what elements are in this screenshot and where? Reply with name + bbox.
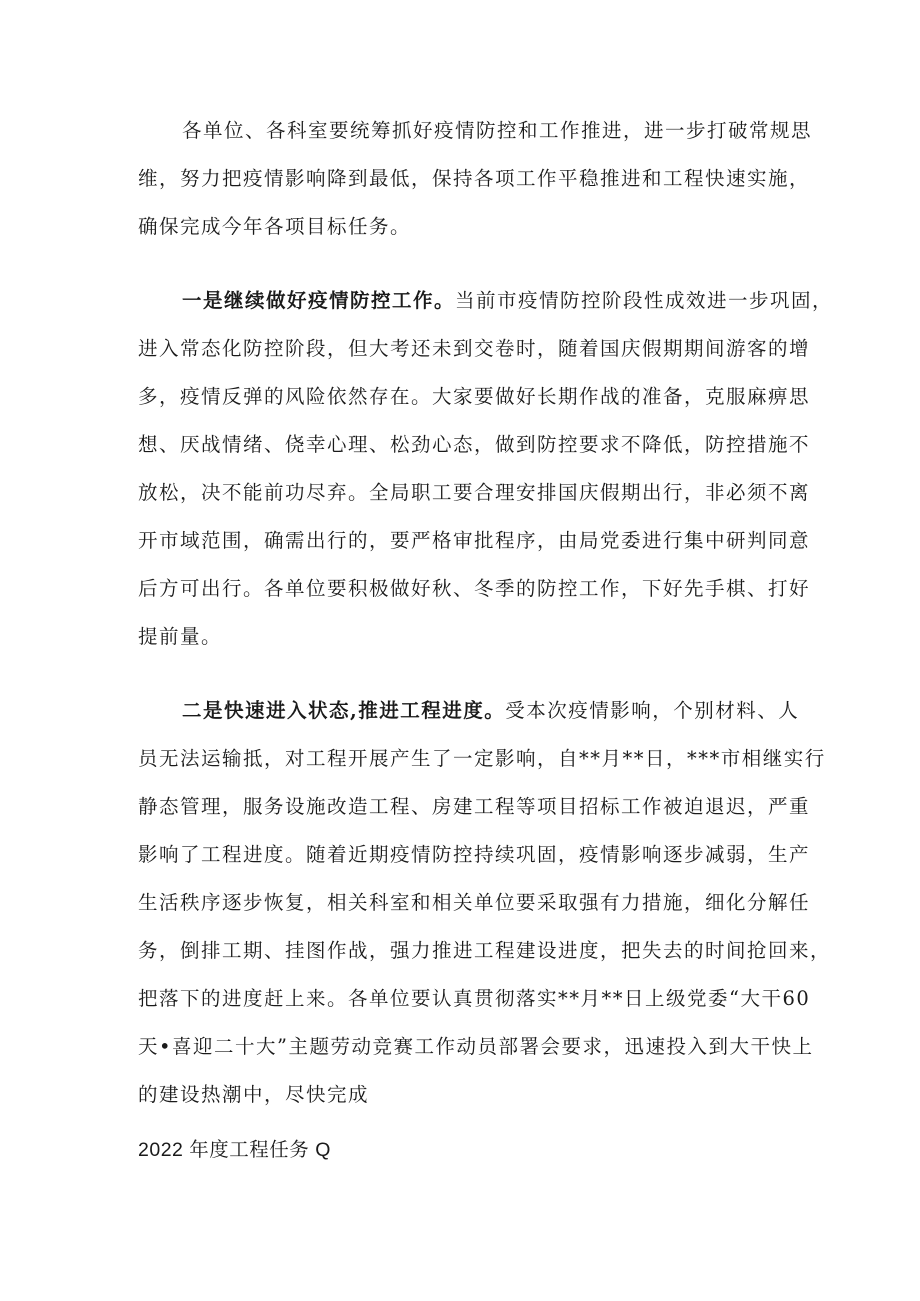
paragraph-line: 多，疫情反弹的风险依然存在。大家要做好长期作战的准备，克服麻痹思	[138, 385, 811, 408]
paragraph-first-line	[182, 696, 798, 726]
paragraph-line: 生活秩序逐步恢复，相关科室和相关单位要采取强有力措施，细化分解任	[138, 891, 811, 914]
paragraph-line: 提前量。	[138, 625, 223, 648]
paragraph-text: 当前市疫情防控阶段性成效进一步巩固，	[455, 289, 834, 312]
paragraph-heading: 一是继续做好疫情防控工作。	[182, 289, 456, 312]
paragraph-line: 确保完成今年各项目标任务。	[138, 215, 412, 238]
paragraph-heading: 二是快速进入状态,推进工程进度。	[182, 699, 506, 722]
paragraph-line: 各单位、各科室要统筹抓好疫情防控和工作推进，进一步打破常规思	[182, 119, 813, 142]
paragraph-first-line	[182, 286, 834, 316]
paragraph-line: 影响了工程进度。随着近期疫情防控持续巩固，疫情影响逐步减弱，生产	[138, 843, 811, 866]
paragraph-line: 放松，决不能前功尽弃。全局职工要合理安排国庆假期出行，非必须不离	[138, 481, 811, 504]
trailing-line: 2022 年度工程任务 Q	[138, 1139, 331, 1161]
paragraph-line: 的建设热潮中，尽快完成	[138, 1083, 370, 1106]
paragraph-line: 员无法运输抵，对工程开展产生了一定影响，自**月**日，***市相继实行	[138, 747, 826, 770]
paragraph-line: 把落下的进度赶上来。各单位要认真贯彻落实**月**日上级党委“大干60	[138, 987, 811, 1010]
paragraph-line: 静态管理，服务设施改造工程、房建工程等项目招标工作被迫退迟，严重	[138, 795, 811, 818]
paragraph-line: 天•喜迎二十大”主题劳动竞赛工作动员部署会要求，迅速投入到大干快上	[138, 1035, 814, 1058]
paragraph-line: 务，倒排工期、挂图作战，强力推进工程建设进度，把失去的时间抢回来，	[138, 939, 832, 962]
paragraph-text: 受本次疫情影响，个别材料、人	[505, 699, 800, 722]
paragraph-line: 维，努力把疫情影响降到最低，保持各项工作平稳推进和工程快速实施，	[138, 167, 811, 190]
paragraph-line: 想、厌战情绪、侥幸心理、松劲心态，做到防控要求不降低，防控措施不	[138, 433, 811, 456]
paragraph-line: 进入常态化防控阶段，但大考还未到交卷时，随着国庆假期期间游客的增	[138, 337, 811, 360]
paragraph-line: 开市域范围，确需出行的，要严格审批程序，由局党委进行集中研判同意	[138, 529, 811, 552]
paragraph-line: 后方可出行。各单位要积极做好秋、冬季的防控工作，下好先手棋、打好	[138, 577, 811, 600]
